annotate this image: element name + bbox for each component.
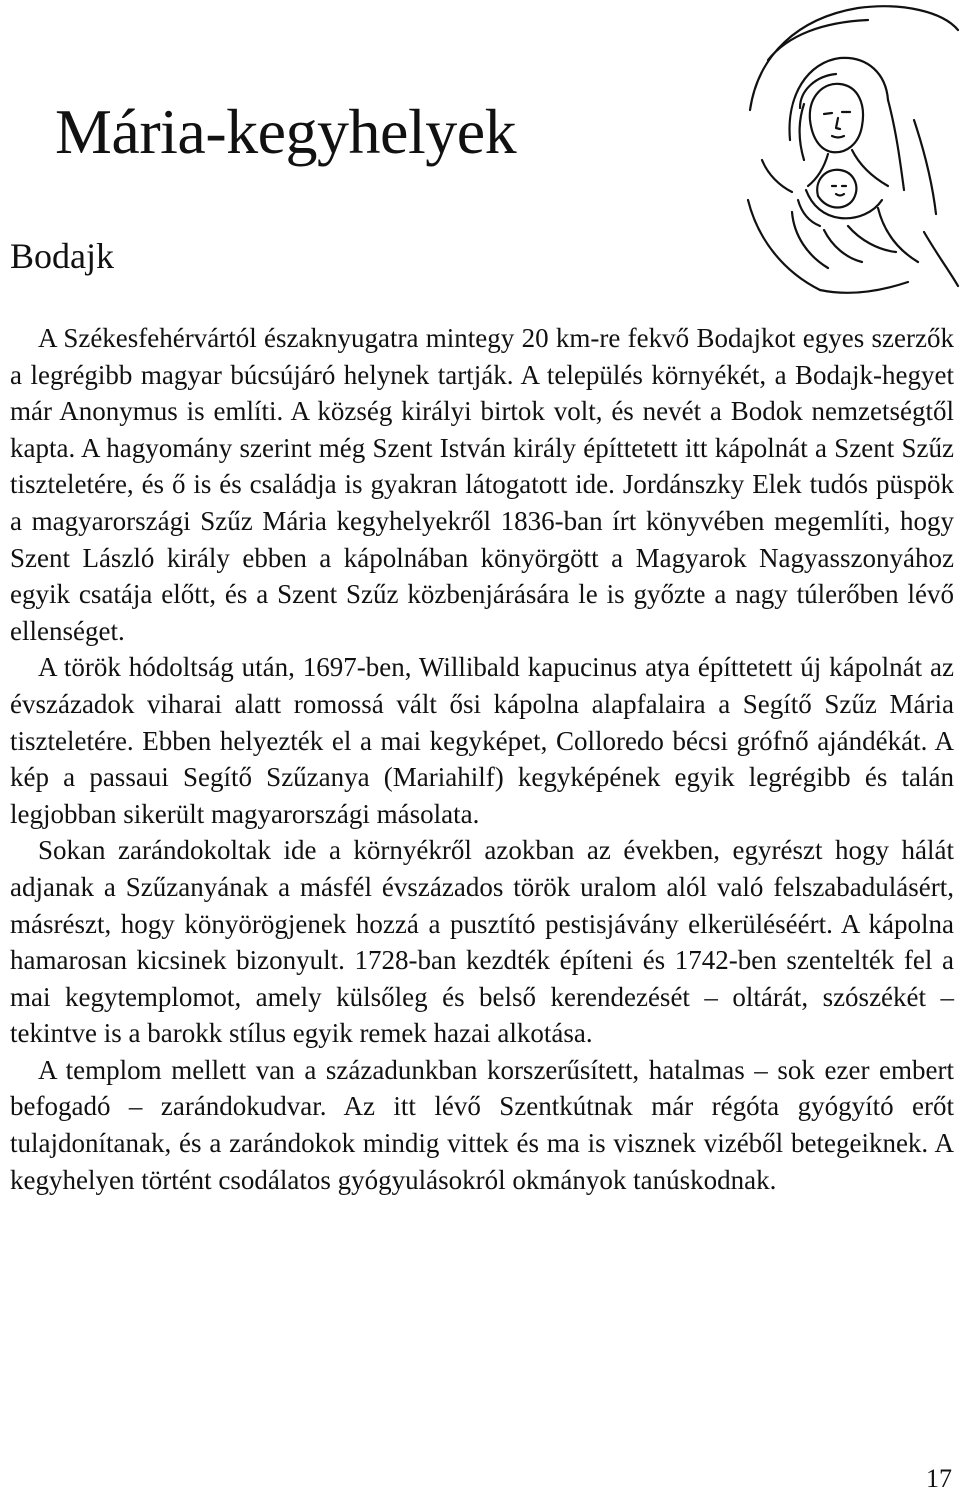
paragraph-4: A templom mellett van a századunkban korszerűsített, hatalmas – sok ezer embert befogadó – zarándokudvar. Az itt lévő Szentkútnak már régóta gyógyító erőt tulajdonítanak, és a zarándokok mindig vittek és ma is visznek vizéből betegeiknek. A kegyhelyen történt csodálatos gyógyulásokról okmányok tanúskodnak. [10,1054,954,1195]
article-body [10,320,954,1198]
paragraph-1: A Székesfehérvártól északnyugatra mintegy 20 km-re fekvő Bodajkot egyes szerzők a legrégibb magyar búcsújáró helynek tartják. A település környékét, a Bodajk-hegyet már Anonymus is említi. A község királyi birtok volt, és nevét a Bodok nemzetségtől kapta. A hagyomány szerint még Szent István király építtetett itt kápolnát a Szent Szűz tiszteletére, és ő is és családja is gyakran látogatott ide. Jordánszky Elek tudós püspök a magyarországi Szűz Mária kegyhelyekről 1836-ban írt könyvében megemlíti, hogy Szent László király ebben a kápolnában könyörgött a Magyarok Nagyasszonyához egyik csatája előtt, és a Szent Szűz közbenjárására le is győzte a nagy túlerőben lévő ellenséget. [10,323,954,646]
page-title: Mária-kegyhelyek [55,96,517,167]
paragraph-2: A török hódoltság után, 1697-ben, Willibald kapucinus atya építtetett új kápolnát az évszázadok viharai alatt romossá vált ősi kápolna alapfalaira a Segítő Szűz Mária tiszteletére. Ebben helyezték el a mai kegyképet, Colloredo bécsi grófnő ajándékát. A kép a passaui Segítő Szűzanya (Mariahilf) kegyképének egyik legrégibb és talán legjobban sikerült magyarországi másolata. [10,652,954,829]
section-title: Bodajk [10,236,114,276]
paragraph-3: Sokan zarándokoltak ide a környékről azokban az években, egyrészt hogy hálát adjanak a Szűzanyának a másfél évszázados török uralom alól való felszabadulásért, másrészt, hogy könyörögjenek hozzá a pusztító pestisjávány elkerüléséért. A kápolna hamarosan kicsinek bizonyult. 1728-ban kezdték építeni és 1742-ben szentelték fel a mai kegytemplomot, amely külsőleg és belső kerendezését – oltárát, szószékét – tekintve is a barokk stílus egyik remek hazai alkotása. [10,835,954,1049]
madonna-and-child-illustration [728,0,960,300]
page-number: 17 [926,1464,952,1493]
